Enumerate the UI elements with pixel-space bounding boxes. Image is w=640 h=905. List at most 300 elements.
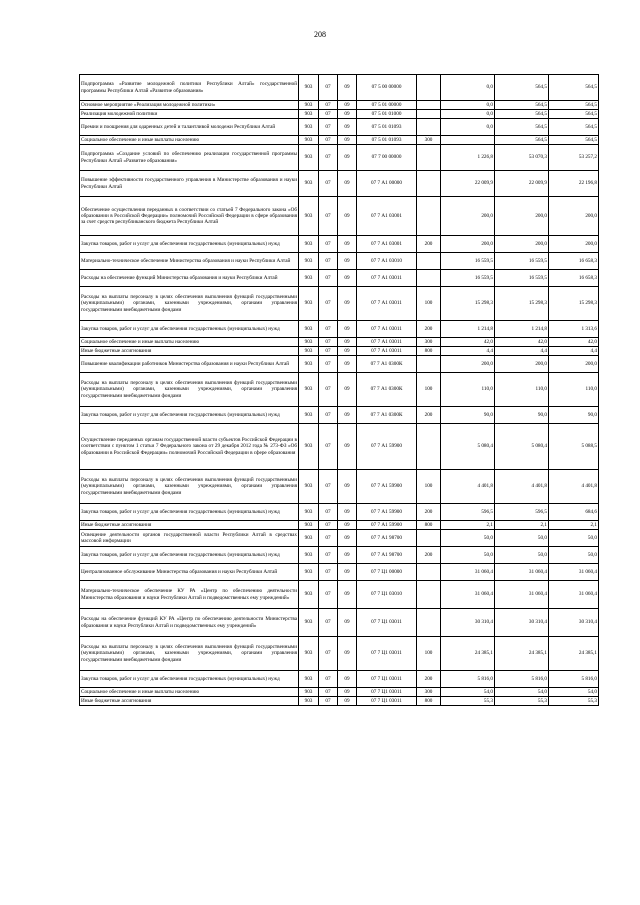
amount-year-2: 564,5	[495, 75, 549, 101]
amount-year-3: 564,5	[549, 136, 599, 145]
section-code: 07	[319, 564, 338, 581]
amount-year-1: 200,0	[441, 197, 495, 236]
section-code: 07	[319, 530, 338, 547]
target-article-code: 07 7 Ц1 03011	[357, 688, 417, 697]
section-code: 07	[319, 110, 338, 119]
amount-year-3: 200,0	[549, 236, 599, 253]
section-code: 07	[319, 424, 338, 470]
amount-year-1: 4 401,8	[441, 470, 495, 504]
row-description: Обеспечение осуществления переданных в соответствии со статьей 7 Федерального закона «Об образовании в Российской Федерации» полномочий Российской Федерации в сфере образования за счет средств республиканского бюджета Республики Алтай	[80, 197, 299, 236]
table-row	[80, 504, 599, 521]
admin-code: 903	[299, 287, 319, 321]
admin-code: 903	[299, 321, 319, 338]
budget-table	[79, 74, 599, 706]
amount-year-2: 564,5	[495, 119, 549, 136]
section-code: 07	[319, 145, 338, 171]
admin-code: 903	[299, 521, 319, 530]
amount-year-1: 22 009,9	[441, 171, 495, 197]
expense-type-code	[417, 581, 441, 609]
expense-type-code: 300	[417, 688, 441, 697]
admin-code: 903	[299, 671, 319, 688]
amount-year-3: 564,5	[549, 75, 599, 101]
subsection-code: 09	[338, 321, 357, 338]
amount-year-2: 55,3	[495, 697, 549, 706]
section-code: 07	[319, 197, 338, 236]
row-description: Закупка товаров, работ и услуг для обеспечения государственных (муниципальных) нужд	[80, 321, 299, 338]
table-row	[80, 697, 599, 706]
table-row	[80, 688, 599, 697]
target-article-code: 07 7 А1 59900	[357, 504, 417, 521]
amount-year-3: 5 088,5	[549, 424, 599, 470]
admin-code: 903	[299, 197, 319, 236]
expense-type-code: 200	[417, 504, 441, 521]
page-number: 208	[314, 30, 326, 39]
expense-type-code: 300	[417, 136, 441, 145]
target-article-code: 07 7 А1 0300К	[357, 356, 417, 373]
admin-code: 903	[299, 688, 319, 697]
amount-year-3: 200,0	[549, 197, 599, 236]
section-code: 07	[319, 75, 338, 101]
expense-type-code	[417, 270, 441, 287]
amount-year-1: 50,0	[441, 530, 495, 547]
amount-year-3: 684,6	[549, 504, 599, 521]
target-article-code: 07 7 Ц1 03011	[357, 637, 417, 671]
amount-year-1: 110,0	[441, 373, 495, 407]
expense-type-code: 200	[417, 321, 441, 338]
amount-year-1: 5 816,0	[441, 671, 495, 688]
amount-year-1: 15 298,3	[441, 287, 495, 321]
row-description: Освещение деятельности органов государственной власти Республики Алтай в средствах массовой информации	[80, 530, 299, 547]
admin-code: 903	[299, 75, 319, 101]
admin-code: 903	[299, 470, 319, 504]
row-description: Подпрограмма «Создание условий по обеспечению реализации государственной программы Республики Алтай «Развитие образования»	[80, 145, 299, 171]
amount-year-1: 596,5	[441, 504, 495, 521]
table-row	[80, 637, 599, 671]
row-description: Реализация молодежной политики	[80, 110, 299, 119]
target-article-code: 07 7 А1 03011	[357, 338, 417, 347]
subsection-code: 09	[338, 253, 357, 270]
subsection-code: 09	[338, 197, 357, 236]
expense-type-code	[417, 356, 441, 373]
expense-type-code	[417, 101, 441, 110]
admin-code: 903	[299, 101, 319, 110]
row-description: Расходы на выплаты персоналу в целях обеспечения выполнения функций государственными (муниципальными) органами, казенными учреждениями, органами управления государственными внебюджетными фондами	[80, 470, 299, 504]
amount-year-3: 42,0	[549, 338, 599, 347]
amount-year-2: 200,0	[495, 197, 549, 236]
subsection-code: 09	[338, 119, 357, 136]
amount-year-1: 4,4	[441, 347, 495, 356]
row-description: Повышение эффективности государственного управления в Министерстве образования и науки Республики Алтай	[80, 171, 299, 197]
amount-year-3: 55,3	[549, 697, 599, 706]
section-code: 07	[319, 581, 338, 609]
admin-code: 903	[299, 373, 319, 407]
amount-year-1: 200,0	[441, 236, 495, 253]
section-code: 07	[319, 697, 338, 706]
expense-type-code	[417, 119, 441, 136]
table-row	[80, 581, 599, 609]
table-row	[80, 521, 599, 530]
admin-code: 903	[299, 236, 319, 253]
table-row	[80, 407, 599, 424]
table-row	[80, 136, 599, 145]
amount-year-3: 15 298,3	[549, 287, 599, 321]
expense-type-code: 200	[417, 671, 441, 688]
subsection-code: 09	[338, 504, 357, 521]
subsection-code: 09	[338, 136, 357, 145]
target-article-code: 07 7 А1 59900	[357, 521, 417, 530]
amount-year-2: 564,5	[495, 101, 549, 110]
amount-year-2: 54,0	[495, 688, 549, 697]
row-description: Социальное обеспечение и иные выплаты населению	[80, 136, 299, 145]
table-row	[80, 564, 599, 581]
amount-year-1: 31 060,4	[441, 564, 495, 581]
target-article-code: 07 7 А1 03001	[357, 197, 417, 236]
target-article-code: 07 7 А1 03011	[357, 270, 417, 287]
subsection-code: 09	[338, 270, 357, 287]
admin-code: 903	[299, 697, 319, 706]
target-article-code: 07 5 00 00000	[357, 75, 417, 101]
subsection-code: 09	[338, 581, 357, 609]
amount-year-1: 5 080,4	[441, 424, 495, 470]
row-description: Иные бюджетные ассигнования	[80, 697, 299, 706]
expense-type-code	[417, 197, 441, 236]
target-article-code: 07 7 А1 03011	[357, 347, 417, 356]
amount-year-2: 22 009,9	[495, 171, 549, 197]
section-code: 07	[319, 136, 338, 145]
expense-type-code	[417, 75, 441, 101]
target-article-code: 07 7 А1 59900	[357, 424, 417, 470]
amount-year-2: 596,5	[495, 504, 549, 521]
table-row	[80, 530, 599, 547]
table-row	[80, 270, 599, 287]
amount-year-1: 2,1	[441, 521, 495, 530]
amount-year-1: 24 385,1	[441, 637, 495, 671]
table-row	[80, 287, 599, 321]
table-row	[80, 424, 599, 470]
section-code: 07	[319, 119, 338, 136]
amount-year-2: 1 214,8	[495, 321, 549, 338]
amount-year-3: 4,4	[549, 347, 599, 356]
target-article-code: 07 7 А1 98700	[357, 530, 417, 547]
subsection-code: 09	[338, 287, 357, 321]
section-code: 07	[319, 356, 338, 373]
row-description: Расходы на обеспечение функций Министерства образования и науки Республики Алтай	[80, 270, 299, 287]
amount-year-3: 564,5	[549, 110, 599, 119]
amount-year-2: 15 298,3	[495, 287, 549, 321]
amount-year-1: 90,0	[441, 407, 495, 424]
admin-code: 903	[299, 136, 319, 145]
table-row	[80, 609, 599, 637]
admin-code: 903	[299, 547, 319, 564]
section-code: 07	[319, 236, 338, 253]
section-code: 07	[319, 321, 338, 338]
section-code: 07	[319, 171, 338, 197]
amount-year-3: 16 658,3	[549, 253, 599, 270]
target-article-code: 07 7 Ц1 03010	[357, 581, 417, 609]
target-article-code: 07 7 А1 59900	[357, 470, 417, 504]
subsection-code: 09	[338, 101, 357, 110]
admin-code: 903	[299, 338, 319, 347]
expense-type-code: 200	[417, 407, 441, 424]
amount-year-3: 53 257,2	[549, 145, 599, 171]
table-row	[80, 236, 599, 253]
amount-year-2: 50,0	[495, 530, 549, 547]
amount-year-2: 564,5	[495, 110, 549, 119]
amount-year-1: 1 214,8	[441, 321, 495, 338]
expense-type-code: 200	[417, 547, 441, 564]
amount-year-1: 16 559,5	[441, 270, 495, 287]
admin-code: 903	[299, 407, 319, 424]
target-article-code: 07 7 А1 00000	[357, 171, 417, 197]
admin-code: 903	[299, 253, 319, 270]
admin-code: 903	[299, 609, 319, 637]
amount-year-2: 5 816,0	[495, 671, 549, 688]
amount-year-1: 31 060,4	[441, 581, 495, 609]
table-row	[80, 101, 599, 110]
amount-year-2: 200,0	[495, 236, 549, 253]
subsection-code: 09	[338, 671, 357, 688]
target-article-code: 07 5 01 01093	[357, 136, 417, 145]
amount-year-3: 31 060,4	[549, 581, 599, 609]
table-row	[80, 197, 599, 236]
amount-year-2: 4 401,8	[495, 470, 549, 504]
row-description: Социальное обеспечение и иные выплаты населению	[80, 688, 299, 697]
section-code: 07	[319, 338, 338, 347]
expense-type-code: 200	[417, 236, 441, 253]
amount-year-1: 54,0	[441, 688, 495, 697]
row-description: Расходы на выплаты персоналу в целях обеспечения выполнения функций государственными (муниципальными) органами, казенными учреждениями, органами управления государственными внебюджетными фондами	[80, 637, 299, 671]
subsection-code: 09	[338, 373, 357, 407]
amount-year-1: 50,0	[441, 547, 495, 564]
expense-type-code	[417, 530, 441, 547]
amount-year-1: 30 310,4	[441, 609, 495, 637]
section-code: 07	[319, 470, 338, 504]
subsection-code: 09	[338, 75, 357, 101]
amount-year-1: 16 559,5	[441, 253, 495, 270]
subsection-code: 09	[338, 637, 357, 671]
admin-code: 903	[299, 564, 319, 581]
section-code: 07	[319, 287, 338, 321]
amount-year-3: 564,5	[549, 119, 599, 136]
section-code: 07	[319, 521, 338, 530]
table-row	[80, 470, 599, 504]
subsection-code: 09	[338, 171, 357, 197]
admin-code: 903	[299, 356, 319, 373]
amount-year-3: 5 816,0	[549, 671, 599, 688]
amount-year-1: 0,0	[441, 110, 495, 119]
amount-year-2: 90,0	[495, 407, 549, 424]
target-article-code: 07 7 Ц1 00000	[357, 564, 417, 581]
amount-year-2: 50,0	[495, 547, 549, 564]
amount-year-1: 42,0	[441, 338, 495, 347]
admin-code: 903	[299, 530, 319, 547]
subsection-code: 09	[338, 609, 357, 637]
section-code: 07	[319, 688, 338, 697]
row-description: Закупка товаров, работ и услуг для обеспечения государственных (муниципальных) нужд	[80, 407, 299, 424]
admin-code: 903	[299, 110, 319, 119]
amount-year-2: 30 310,4	[495, 609, 549, 637]
expense-type-code: 800	[417, 697, 441, 706]
target-article-code: 07 7 А1 03001	[357, 236, 417, 253]
amount-year-3: 54,0	[549, 688, 599, 697]
expense-type-code: 100	[417, 470, 441, 504]
amount-year-2: 110,0	[495, 373, 549, 407]
section-code: 07	[319, 609, 338, 637]
section-code: 07	[319, 347, 338, 356]
amount-year-2: 4,4	[495, 347, 549, 356]
target-article-code: 07 7 А1 98700	[357, 547, 417, 564]
row-description: Премии и поощрения для одаренных детей и талантливой молодежи Республики Алтай	[80, 119, 299, 136]
amount-year-3: 4 401,8	[549, 470, 599, 504]
row-description: Материально-техническое обеспечение КУ РА «Центр по обеспечению деятельности Министерства образования и науки Республики Алтай и подведомственных ему учреждений»	[80, 581, 299, 609]
table-row	[80, 75, 599, 101]
subsection-code: 09	[338, 424, 357, 470]
amount-year-3: 200,0	[549, 356, 599, 373]
amount-year-3: 110,0	[549, 373, 599, 407]
subsection-code: 09	[338, 347, 357, 356]
amount-year-3: 31 060,4	[549, 564, 599, 581]
amount-year-1: 55,3	[441, 697, 495, 706]
expense-type-code: 800	[417, 347, 441, 356]
admin-code: 903	[299, 581, 319, 609]
section-code: 07	[319, 373, 338, 407]
admin-code: 903	[299, 424, 319, 470]
amount-year-2: 31 060,4	[495, 581, 549, 609]
amount-year-2: 564,5	[495, 136, 549, 145]
row-description: Иные бюджетные ассигнования	[80, 347, 299, 356]
expense-type-code: 100	[417, 287, 441, 321]
row-description: Расходы на выплаты персоналу в целях обеспечения выполнения функций государственными (муниципальными) органами, казенными учреждениями, органами управления государственными внебюджетными фондами	[80, 287, 299, 321]
admin-code: 903	[299, 504, 319, 521]
admin-code: 903	[299, 637, 319, 671]
table-row	[80, 110, 599, 119]
subsection-code: 09	[338, 407, 357, 424]
target-article-code: 07 7 А1 03011	[357, 321, 417, 338]
table-row	[80, 338, 599, 347]
row-description: Закупка товаров, работ и услуг для обеспечения государственных (муниципальных) нужд	[80, 236, 299, 253]
table-row	[80, 321, 599, 338]
row-description: Социальное обеспечение и иные выплаты населению	[80, 338, 299, 347]
expense-type-code	[417, 145, 441, 171]
table-row	[80, 145, 599, 171]
amount-year-3: 90,0	[549, 407, 599, 424]
amount-year-2: 24 385,1	[495, 637, 549, 671]
section-code: 07	[319, 547, 338, 564]
expense-type-code	[417, 609, 441, 637]
row-description: Закупка товаров, работ и услуг для обеспечения государственных (муниципальных) нужд	[80, 671, 299, 688]
expense-type-code: 100	[417, 373, 441, 407]
amount-year-3: 50,0	[549, 530, 599, 547]
row-description: Иные бюджетные ассигнования	[80, 521, 299, 530]
expense-type-code	[417, 564, 441, 581]
section-code: 07	[319, 253, 338, 270]
amount-year-1: 0,0	[441, 75, 495, 101]
amount-year-3: 30 310,4	[549, 609, 599, 637]
row-description: Централизованное обслуживание Министерства образования и науки Республики Алтай	[80, 564, 299, 581]
subsection-code: 09	[338, 110, 357, 119]
subsection-code: 09	[338, 470, 357, 504]
target-article-code: 07 7 Ц1 03011	[357, 609, 417, 637]
expense-type-code	[417, 171, 441, 197]
section-code: 07	[319, 671, 338, 688]
target-article-code: 07 7 А1 03010	[357, 253, 417, 270]
target-article-code: 07 7 А1 03011	[357, 287, 417, 321]
subsection-code: 09	[338, 338, 357, 347]
subsection-code: 09	[338, 521, 357, 530]
admin-code: 903	[299, 171, 319, 197]
amount-year-2: 53 070,3	[495, 145, 549, 171]
table-row	[80, 253, 599, 270]
table-row	[80, 347, 599, 356]
section-code: 07	[319, 407, 338, 424]
subsection-code: 09	[338, 697, 357, 706]
subsection-code: 09	[338, 356, 357, 373]
admin-code: 903	[299, 119, 319, 136]
table-row	[80, 171, 599, 197]
expense-type-code	[417, 424, 441, 470]
amount-year-2: 42,0	[495, 338, 549, 347]
expense-type-code: 800	[417, 521, 441, 530]
amount-year-2: 5 080,4	[495, 424, 549, 470]
amount-year-2: 16 559,5	[495, 270, 549, 287]
amount-year-3: 564,5	[549, 101, 599, 110]
row-description: Закупка товаров, работ и услуг для обеспечения государственных (муниципальных) нужд	[80, 504, 299, 521]
row-description: Подпрограмма «Развитие молодежной политики Республики Алтай» государственной программы Республики Алтай «Развитие образования»	[80, 75, 299, 101]
row-description: Повышение квалификации работников Министерства образования и науки Республики Алтай	[80, 356, 299, 373]
amount-year-1: 200,0	[441, 356, 495, 373]
expense-type-code	[417, 253, 441, 270]
row-description: Осуществление переданных органам государственной власти субъектов Российской Федерации в соответствии с пунктом 1 статьи 7 Федерального закона от 29 декабря 2012 года № 273-ФЗ «Об образовании в Российской Федерации» полномочий Российской Федерации в сфере образования	[80, 424, 299, 470]
target-article-code: 07 7 А1 0300К	[357, 373, 417, 407]
target-article-code: 07 7 А1 0300К	[357, 407, 417, 424]
admin-code: 903	[299, 270, 319, 287]
admin-code: 903	[299, 347, 319, 356]
row-description: Материально-техническое обеспечение Министерства образования и науки Республики Алтай	[80, 253, 299, 270]
target-article-code: 07 7 Ц1 03011	[357, 671, 417, 688]
expense-type-code	[417, 110, 441, 119]
amount-year-3: 2,1	[549, 521, 599, 530]
amount-year-3: 22 196,8	[549, 171, 599, 197]
row-description: Закупка товаров, работ и услуг для обеспечения государственных (муниципальных) нужд	[80, 547, 299, 564]
section-code: 07	[319, 637, 338, 671]
amount-year-1	[441, 136, 495, 145]
table-row	[80, 671, 599, 688]
subsection-code: 09	[338, 530, 357, 547]
target-article-code: 07 5 01 01093	[357, 119, 417, 136]
table-row	[80, 119, 599, 136]
amount-year-2: 2,1	[495, 521, 549, 530]
subsection-code: 09	[338, 547, 357, 564]
row-description: Расходы на выплаты персоналу в целях обеспечения выполнения функций государственными (муниципальными) органами, казенными учреждениями, органами управления государственными внебюджетными фондами	[80, 373, 299, 407]
subsection-code: 09	[338, 564, 357, 581]
target-article-code: 07 5 01 01000	[357, 110, 417, 119]
target-article-code: 07 7 00 00000	[357, 145, 417, 171]
table-row	[80, 356, 599, 373]
amount-year-1: 0,0	[441, 119, 495, 136]
amount-year-2: 200,0	[495, 356, 549, 373]
target-article-code: 07 5 01 00000	[357, 101, 417, 110]
table-row	[80, 373, 599, 407]
amount-year-2: 16 559,5	[495, 253, 549, 270]
subsection-code: 09	[338, 145, 357, 171]
amount-year-3: 24 385,1	[549, 637, 599, 671]
amount-year-1: 0,0	[441, 101, 495, 110]
amount-year-3: 50,0	[549, 547, 599, 564]
row-description: Расходы на обеспечение функций КУ РА «Центр по обеспечению деятельности Министерства образования и науки Республики Алтай и подведомственных ему учреждений»	[80, 609, 299, 637]
amount-year-2: 31 060,4	[495, 564, 549, 581]
expense-type-code: 100	[417, 637, 441, 671]
subsection-code: 09	[338, 688, 357, 697]
